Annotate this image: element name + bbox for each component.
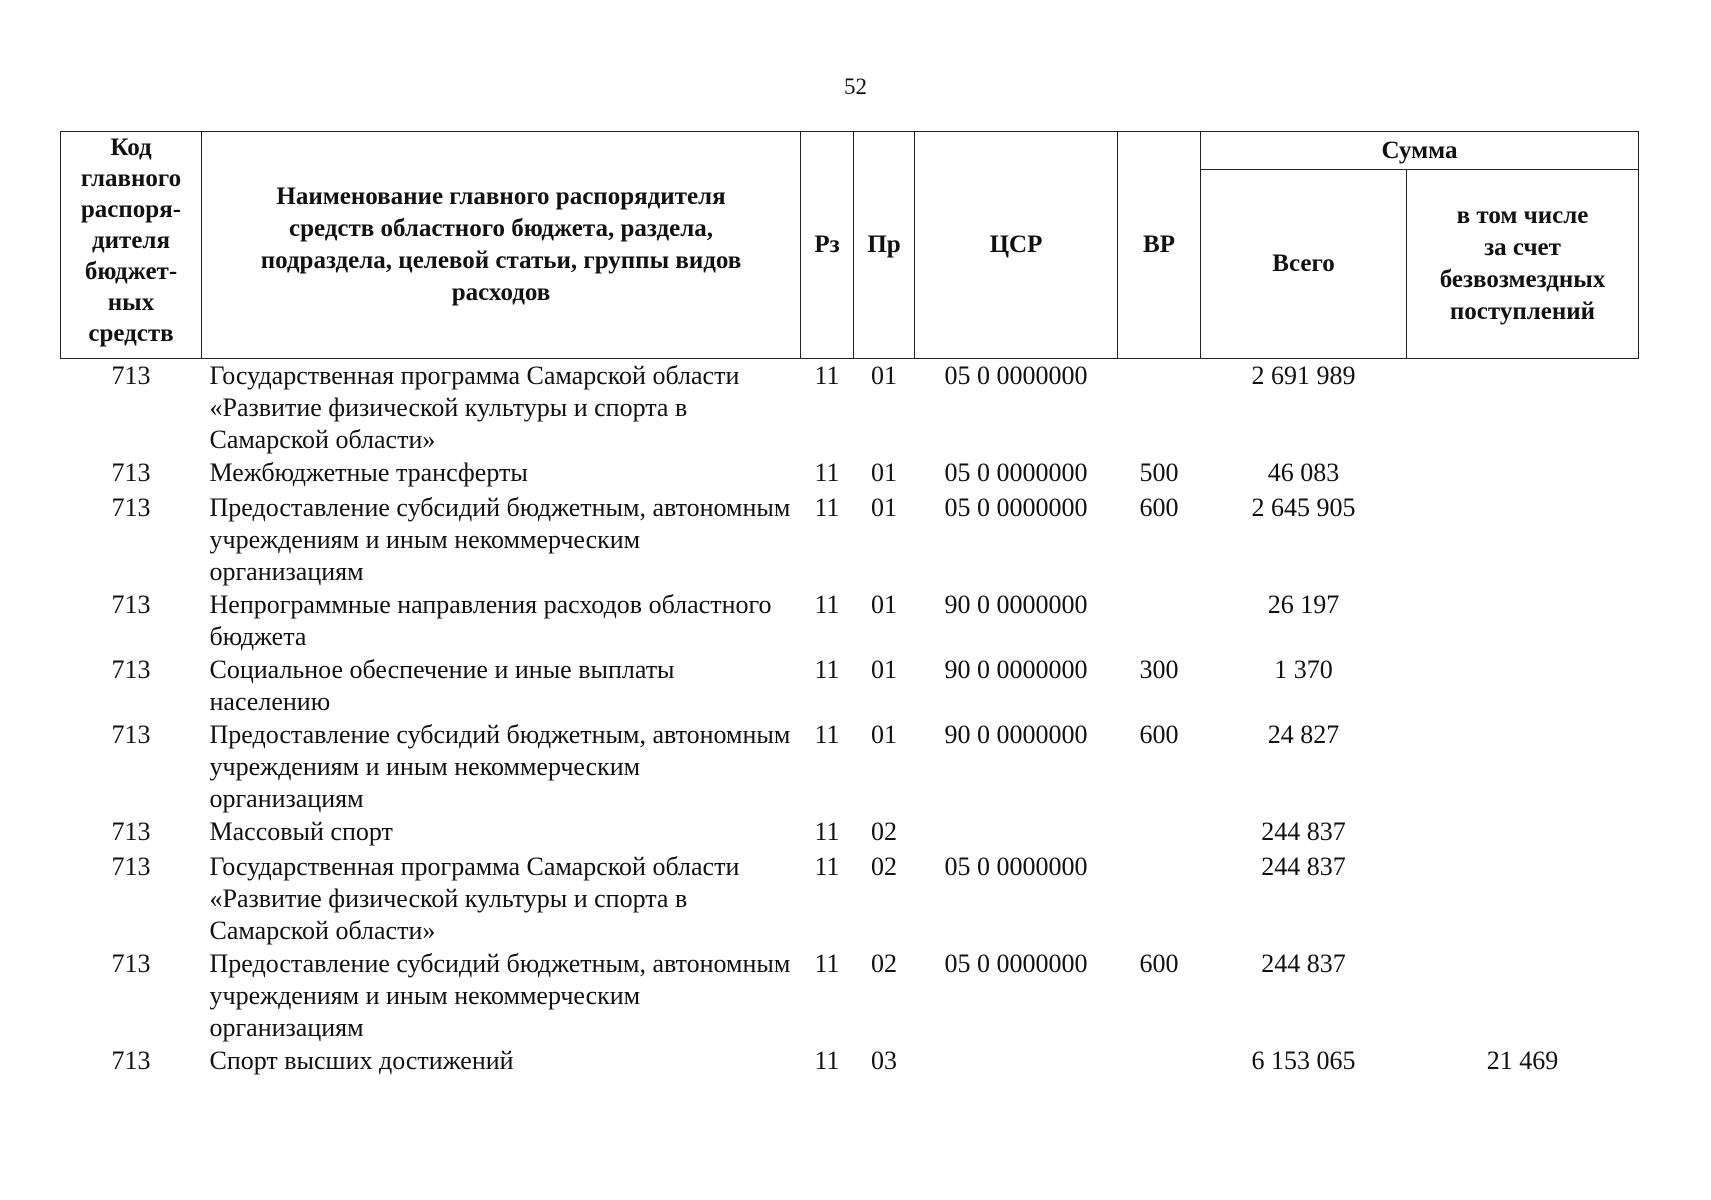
- cell-vr: 600: [1139, 493, 1179, 522]
- cell-csr: 05 0 0000000: [944, 458, 1088, 487]
- cell-rz: 11: [814, 493, 840, 522]
- table-row: [61, 947, 1639, 1044]
- cell-free: 21 469: [1486, 1046, 1559, 1075]
- table-header: [61, 132, 1639, 359]
- table-row: [61, 489, 1639, 588]
- cell-csr: 90 0 0000000: [944, 655, 1088, 684]
- cell-vr: [1118, 848, 1201, 947]
- header-pr: Пр: [854, 132, 915, 359]
- table-body: [61, 359, 1639, 1078]
- cell-vr: 600: [1139, 949, 1179, 978]
- cell-total: 2 645 905: [1251, 493, 1356, 522]
- cell-code: 713: [111, 361, 151, 390]
- cell-name: Спорт высших достижений: [209, 1046, 514, 1075]
- cell-rz: 11: [814, 720, 840, 749]
- cell-name: Межбюджетные трансферты: [209, 458, 528, 487]
- cell-code: 713: [111, 493, 151, 522]
- budget-table: [60, 131, 1639, 1077]
- cell-free: [1407, 815, 1639, 848]
- header-free: в том числе за счет безвозмездных поступлений: [1407, 170, 1639, 359]
- header-code: Код главного распоря- дителя бюджет- ных средств: [61, 132, 202, 359]
- cell-total: 1 370: [1274, 655, 1333, 684]
- cell-rz: 11: [814, 817, 840, 846]
- cell-vr: 300: [1139, 655, 1179, 684]
- cell-pr: 01: [871, 458, 897, 487]
- table-row: [61, 1044, 1639, 1077]
- table-row: [61, 588, 1639, 653]
- cell-total: 46 083: [1267, 458, 1340, 487]
- table-row: [61, 815, 1639, 848]
- cell-csr: [915, 1044, 1118, 1077]
- cell-rz: 11: [814, 458, 840, 487]
- cell-pr: 02: [871, 817, 897, 846]
- cell-vr: 500: [1139, 458, 1179, 487]
- cell-total: 6 153 065: [1251, 1046, 1356, 1075]
- header-name: Наименование главного распорядителя средств областного бюджета, раздела, подраздела, целевой статьи, группы видов расходов: [202, 132, 801, 359]
- cell-pr: 03: [871, 1046, 897, 1075]
- cell-code: 713: [111, 1046, 151, 1075]
- cell-rz: 11: [814, 361, 840, 390]
- cell-name: Непрограммные направления расходов областного бюджета: [209, 590, 772, 651]
- cell-name: Предоставление субсидий бюджетным, автономным учреждениям и иным некоммерческим организациям: [209, 949, 791, 1042]
- cell-code: 713: [111, 458, 151, 487]
- table-row: [61, 653, 1639, 718]
- table-row: [61, 359, 1639, 457]
- cell-vr: [1118, 359, 1201, 457]
- cell-free: [1407, 947, 1639, 1044]
- cell-total: 244 837: [1261, 817, 1346, 846]
- cell-vr: [1118, 815, 1201, 848]
- cell-code: 713: [111, 817, 151, 846]
- page-number: 52: [844, 74, 867, 99]
- cell-pr: 01: [871, 590, 897, 619]
- cell-pr: 01: [871, 655, 897, 684]
- cell-name: Государственная программа Самарской области «Развитие физической культуры и спорта в Самарской области»: [209, 852, 740, 945]
- cell-csr: 05 0 0000000: [944, 949, 1088, 978]
- table-row: [61, 718, 1639, 815]
- cell-code: 713: [111, 720, 151, 749]
- cell-csr: 05 0 0000000: [944, 852, 1088, 881]
- cell-code: 713: [111, 852, 151, 881]
- cell-csr: 90 0 0000000: [944, 720, 1088, 749]
- cell-rz: 11: [814, 1046, 840, 1075]
- cell-free: [1407, 456, 1639, 489]
- cell-name: Предоставление субсидий бюджетным, автономным учреждениям и иным некоммерческим организациям: [209, 493, 791, 586]
- cell-total: 244 837: [1261, 949, 1346, 978]
- cell-code: 713: [111, 655, 151, 684]
- header-vr: ВР: [1118, 132, 1201, 359]
- cell-code: 713: [111, 949, 151, 978]
- cell-pr: 02: [871, 949, 897, 978]
- cell-rz: 11: [814, 655, 840, 684]
- cell-csr: [915, 815, 1118, 848]
- cell-vr: [1118, 588, 1201, 653]
- header-sum: Сумма: [1201, 132, 1639, 170]
- cell-total: 24 827: [1267, 720, 1340, 749]
- cell-pr: 01: [871, 493, 897, 522]
- cell-free: [1407, 653, 1639, 718]
- table-row: [61, 848, 1639, 947]
- cell-free: [1407, 489, 1639, 588]
- cell-total: 26 197: [1267, 590, 1340, 619]
- cell-csr: 05 0 0000000: [944, 493, 1088, 522]
- header-total: Всего: [1201, 170, 1407, 359]
- cell-rz: 11: [814, 852, 840, 881]
- cell-csr: 90 0 0000000: [944, 590, 1088, 619]
- table-row: [61, 456, 1639, 489]
- cell-csr: 05 0 0000000: [944, 361, 1088, 390]
- cell-code: 713: [111, 590, 151, 619]
- cell-free: [1407, 718, 1639, 815]
- cell-name: Массовый спорт: [209, 817, 393, 846]
- cell-name: Социальное обеспечение и иные выплаты населению: [209, 655, 675, 716]
- cell-free: [1407, 588, 1639, 653]
- cell-pr: 01: [871, 361, 897, 390]
- cell-rz: 11: [814, 949, 840, 978]
- cell-rz: 11: [814, 590, 840, 619]
- cell-pr: 01: [871, 720, 897, 749]
- cell-free: [1407, 848, 1639, 947]
- cell-total: 244 837: [1261, 852, 1346, 881]
- header-rz: Рз: [801, 132, 854, 359]
- cell-pr: 02: [871, 852, 897, 881]
- header-csr: ЦСР: [915, 132, 1118, 359]
- cell-total: 2 691 989: [1251, 361, 1356, 390]
- cell-name: Предоставление субсидий бюджетным, автономным учреждениям и иным некоммерческим организациям: [209, 720, 791, 813]
- cell-free: [1407, 359, 1639, 457]
- cell-vr: 600: [1139, 720, 1179, 749]
- cell-name: Государственная программа Самарской области «Развитие физической культуры и спорта в Самарской области»: [209, 361, 740, 454]
- cell-vr: [1118, 1044, 1201, 1077]
